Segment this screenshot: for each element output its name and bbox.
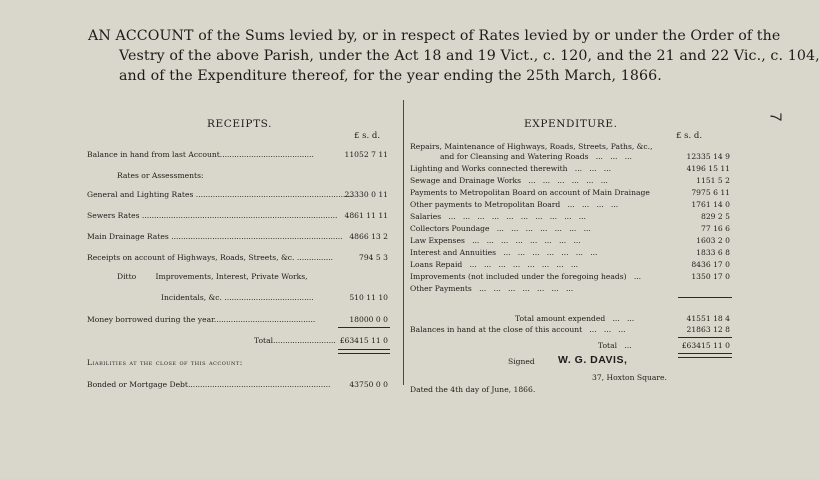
row-label: General and Lighting Rates: [87, 190, 194, 199]
total-label: Total: [254, 336, 274, 345]
expenditure-row-interest-annuities-value: 1833 6 8: [696, 248, 730, 257]
expenditure-row-other-metropolitan: Other payments to Metropolitan Board ... ... ... ...: [410, 200, 619, 209]
page-number: 7: [766, 112, 784, 122]
signatory-name: W. G. DAVIS,: [558, 354, 628, 366]
receipts-row-balance-value: 11052 7 11: [344, 150, 388, 159]
row-leader: .....................................: [224, 293, 314, 302]
receipts-row-money-borrowed: [87, 315, 337, 324]
receipts-row-main-drainage: [87, 232, 343, 241]
liabilities-heading: Liabilities at the close of this account:: [87, 358, 243, 367]
expenditure-subtotal-rule: [678, 297, 732, 298]
row-leader: ...............: [296, 253, 334, 262]
receipts-row-general-lighting: [87, 190, 353, 199]
row-leader: .......................................: [219, 150, 314, 159]
row-label: Balance in hand from last Account: [87, 150, 220, 159]
heading-line-2: Vestry of the above Parish, under the Act 18 and 19 Vict., c. 120, and the 21 and 22 Vic., c. 104,: [119, 48, 820, 64]
total-leader: ..........................: [273, 336, 336, 345]
expenditure-row-cleansing-value: 12335 14 9: [686, 152, 730, 161]
expenditure-row-loans-repaid: Loans Repaid ... ... ... ... ... ... ... ...: [410, 260, 579, 269]
expenditure-total-value: £63415 11 0: [681, 341, 730, 350]
expenditure-total-rule: [678, 337, 732, 338]
expenditure-row-lighting-value: 4196 15 11: [686, 164, 730, 173]
receipts-row-main-drainage-value: 4866 13 2: [349, 232, 388, 241]
expenditure-row-law-expenses: Law Expenses ... ... ... ... ... ... ... ...: [410, 236, 581, 245]
receipts-row-general-lighting-value: 23330 0 11: [344, 190, 388, 199]
expenditure-title: EXPENDITURE.: [524, 118, 618, 130]
expenditure-row-salaries: Salaries ... ... ... ... ... ... ... ... ... ...: [410, 212, 586, 221]
receipts-total-rule: [338, 327, 390, 328]
receipts-row-highways-value: 794 5 3: [359, 253, 388, 262]
dated-line: Dated the 4th day of June, 1866.: [410, 385, 536, 394]
column-divider: [403, 100, 404, 385]
row-label: Main Drainage Rates: [87, 232, 169, 241]
receipts-currency-header: £ s. d.: [354, 131, 381, 141]
row-leader: ..........................................: [213, 315, 316, 324]
signed-label: Signed: [508, 357, 535, 366]
receipts-row-sewers-value: 4861 11 11: [344, 211, 388, 220]
expenditure-row-other-metropolitan-value: 1761 14 0: [691, 200, 730, 209]
row-leader: .......................................................................: [171, 232, 343, 241]
total-expended-value: 41551 18 4: [686, 314, 730, 323]
row-label: Incidentals, &c.: [161, 293, 222, 302]
receipts-total-double-rule: [338, 349, 390, 354]
receipts-row-ditto-improvements: Ditto Improvements, Interest, Private Works,: [117, 272, 308, 281]
receipts-row-highways: [87, 253, 337, 262]
receipts-row-balance: [87, 150, 337, 159]
bonded-debt-row: [87, 380, 337, 389]
heading-line-1: AN ACCOUNT of the Sums levied by, or in respect of Rates levied by or under the Order of the: [88, 28, 781, 44]
row-label: Money borrowed during the year: [87, 315, 214, 324]
total-expended-label: Total amount expended ... ...: [515, 314, 635, 323]
balances-in-hand-value: 21863 12 8: [686, 325, 730, 334]
account-heading: [88, 26, 820, 86]
expenditure-row-lighting: Lighting and Works connected therewith ... ... ...: [410, 164, 612, 173]
expenditure-row-interest-annuities: Interest and Annuities ... ... ... ... ... ... ...: [410, 248, 598, 257]
receipts-row-incidentals-value: 510 11 10: [349, 293, 388, 302]
signatory-address: 37, Hoxton Square.: [592, 373, 667, 382]
row-label: Sewers Rates: [87, 211, 140, 220]
expenditure-row-loans-repaid-value: 8436 17 0: [691, 260, 730, 269]
expenditure-row-cleansing: and for Cleansing and Watering Roads ... ... ...: [440, 152, 632, 161]
expenditure-row-improvements-value: 1350 17 0: [691, 272, 730, 281]
receipts-total-value: £63415 11 0: [339, 336, 388, 345]
balances-in-hand-label: Balances in hand at the close of this account ... ... ...: [410, 325, 626, 334]
receipts-row-rates-heading: Rates or Assessments:: [117, 171, 204, 180]
expenditure-row-improvements: Improvements (not included under the foregoing heads) ...: [410, 272, 642, 281]
expenditure-row-collectors-poundage: Collectors Poundage ... ... ... ... ... ... ...: [410, 224, 591, 233]
row-leader: .................................................................................: [141, 211, 338, 220]
bonded-debt-value: 43750 0 0: [349, 380, 388, 389]
expenditure-row-sewage: Sewage and Drainage Works ... ... ... ... ... ...: [410, 176, 608, 185]
expenditure-row-other-payments: Other Payments ... ... ... ... ... ... ...: [410, 284, 574, 293]
bonded-label: Bonded or Mortgage Debt: [87, 380, 188, 389]
expenditure-row-collectors-poundage-value: 77 16 6: [701, 224, 730, 233]
row-label: Receipts on account of Highways, Roads, Streets, &c.: [87, 253, 295, 262]
receipts-row-sewers: [87, 211, 337, 220]
expenditure-row-metropolitan-main-drainage: Payments to Metropolitan Board on account of Main Drainage: [410, 188, 650, 197]
expenditure-row-salaries-value: 829 2 5: [701, 212, 730, 221]
expenditure-currency-header: £ s. d.: [676, 131, 703, 141]
receipts-title: RECEIPTS.: [207, 118, 273, 130]
bonded-leader: ...........................................................: [187, 380, 331, 389]
expenditure-total-double-rule: [678, 353, 732, 358]
heading-line-3: and of the Expenditure thereof, for the year ending the 25th March, 1866.: [119, 68, 662, 84]
receipts-row-incidentals: [161, 293, 337, 302]
expenditure-row-law-expenses-value: 1603 2 0: [696, 236, 730, 245]
receipts-row-money-borrowed-value: 18000 0 0: [349, 315, 388, 324]
expenditure-row-sewage-value: 1151 5 2: [696, 176, 730, 185]
expenditure-row-repairs-heading: Repairs, Maintenance of Highways, Roads, Streets, Paths, &c.,: [410, 142, 653, 151]
expenditure-total-label: Total ...: [598, 341, 632, 350]
row-leader: .................................................................: [195, 190, 353, 199]
expenditure-row-metropolitan-main-drainage-value: 7975 6 11: [691, 188, 730, 197]
